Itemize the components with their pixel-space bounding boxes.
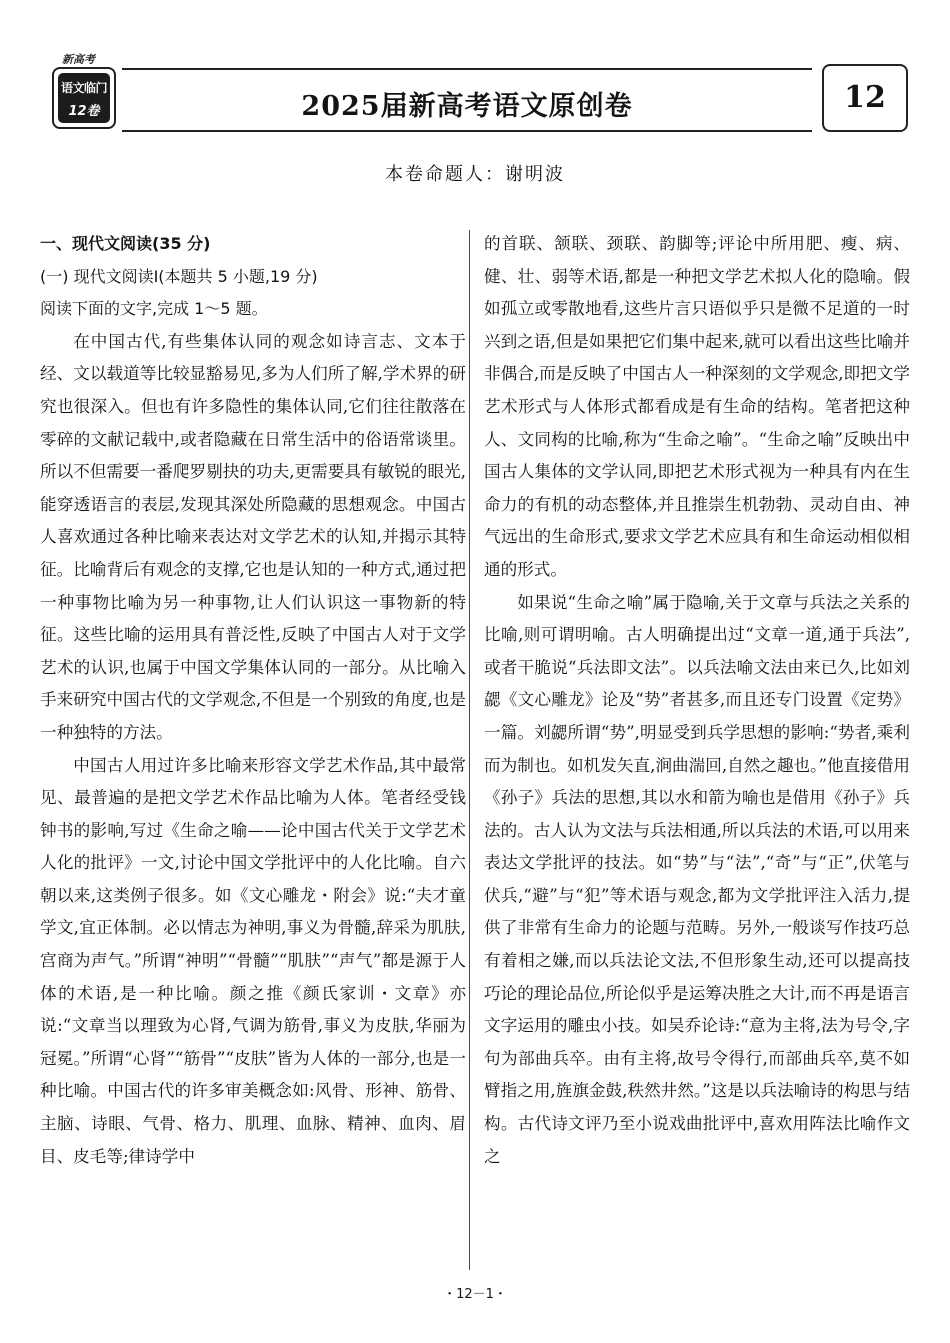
left-column	[40, 228, 466, 1173]
section-instruction: 阅读下面的文字,完成 1～5 题。	[40, 299, 268, 319]
section-title: 一、现代文阅读(35 分)	[40, 234, 211, 253]
volume-badge	[822, 64, 908, 132]
page-number: ・12－1・	[443, 1287, 507, 1302]
column-divider	[469, 230, 470, 1270]
logo-series-name: 语文临门	[60, 81, 107, 95]
author-line: 本卷命题人：谢明波	[385, 164, 565, 185]
logo-top-label: 新高考	[62, 53, 95, 66]
paragraph: 中国古人用过许多比喻来形容文学艺术作品,其中最常见、最普遍的是把文学艺术作品比喻为人体。笔者经受钱钟书的影响,写过《生命之喻——论中国古代关于文学艺术人化的批评》一文,讨论中国文学批评中的人化比喻。自六朝以来,这类例子很多。如《文心雕龙・附会》说:“夫才童学文,宜正体制。必以情志为神明,事义为骨髓,辞采为肌肤,宫商为声气。”所谓“神明”“骨髓”“肌肤”“声气”都是源于人体的术语,是一种比喻。颜之推《颜氏家训・文章》亦说:“文章当以理致为心肾,气调为筋骨,事义为皮肤,华丽为冠冕。”所谓“心肾”“筋骨”“皮肤”皆为人体的一部分,也是一种比喻。中国古代的许多审美概念如:风骨、形神、筋骨、主脑、诗眼、气骨、格力、肌理、血脉、精神、血肉、眉目、皮毛等;律诗学中	[40, 755, 466, 1166]
title-banner	[122, 68, 812, 132]
page-title: 2025届新高考语文原创卷	[301, 91, 633, 122]
paragraph-continuation: 的首联、颔联、颈联、韵脚等;评论中所用肥、瘦、病、健、壮、弱等术语,都是一种把文学艺术拟人化的隐喻。假如孤立或零散地看,这些片言只语似乎只是微不足道的一时兴到之语,但是如果把它们集中起来,就可以看出这些比喻并非偶合,而是反映了中国古人一种深刻的文学观念,即把文学艺术形式与人体形式都看成是有生命的结构。笔者把这种人、文同构的比喻,称为“生命之喻”。“生命之喻”反映出中国古人集体的文学认同,即把艺术形式视为一种具有内在生命力的有机的动态整体,并且推崇生机勃勃、灵动自由、神气远出的生命形式,要求文学艺术应具有和生命运动相似相通的形式。	[484, 234, 910, 579]
series-logo	[52, 55, 118, 133]
section-subtitle: (一) 现代文阅读Ⅰ(本题共 5 小题,19 分)	[40, 266, 318, 286]
logo-volume-count: 12卷	[68, 104, 100, 119]
right-column	[484, 228, 910, 1173]
logo-badge	[52, 67, 116, 129]
paragraph: 如果说“生命之喻”属于隐喻,关于文章与兵法之关系的比喻,则可谓明喻。古人明确提出过“文章一道,通于兵法”,或者干脆说“兵法即文法”。以兵法喻文法由来已久,比如刘勰《文心雕龙》论及“势”者甚多,而且还专门设置《定势》一篇。刘勰所谓“势”,明显受到兵学思想的影响:“势者,乘利而为制也。如机发矢直,涧曲湍回,自然之趣也。”他直接借用《孙子》兵法的思想,其以水和箭为喻也是借用《孙子》兵法的。古人认为文法与兵法相通,所以兵法的术语,可以用来表达文学批评的技法。如“势”与“法”,“奇”与“正”,伏笔与伏兵,“避”与“犯”等术语与观念,都为文学批评注入活力,提供了非常有生命力的论题与范畴。另外,一般谈写作技巧总有着相之嫌,而以兵法论文法,不但形象生动,还可以提高技巧论的理论品位,所论似乎是运筹决胜之大计,而不再是语言文字运用的雕虫小技。如吴乔论诗:“意为主将,法为号令,字句为部曲兵卒。由有主将,故号令得行,而部曲兵卒,莫不如臂指之用,旌旗金鼓,秩然井然。”这是以兵法喻诗的构思与结构。古代诗文评乃至小说戏曲批评中,喜欢用阵法比喻作文之	[484, 592, 910, 1166]
volume-number: 12	[844, 80, 886, 115]
paragraph: 在中国古代,有些集体认同的观念如诗言志、文本于经、文以载道等比较显豁易见,多为人们所了解,学术界的研究也很深入。但也有许多隐性的集体认同,它们往往散落在零碎的文献记载中,或者隐藏在日常生活中的俗语常谈里。所以不但需要一番爬罗剔抉的功夫,更需要具有敏锐的眼光,能穿透语言的表层,发现其深处所隐藏的思想观念。中国古人喜欢通过各种比喻来表达对文学艺术的认知,并揭示其特征。比喻背后有观念的支撑,它也是认知的一种方式,通过把一种事物比喻为另一种事物,让人们认识这一事物新的特征。这些比喻的运用具有普泛性,反映了中国古人对于文学艺术的认识,也属于中国文学集体认同的一部分。从比喻入手来研究中国古代的文学观念,不但是一个别致的角度,也是一种独特的方法。	[40, 331, 466, 742]
